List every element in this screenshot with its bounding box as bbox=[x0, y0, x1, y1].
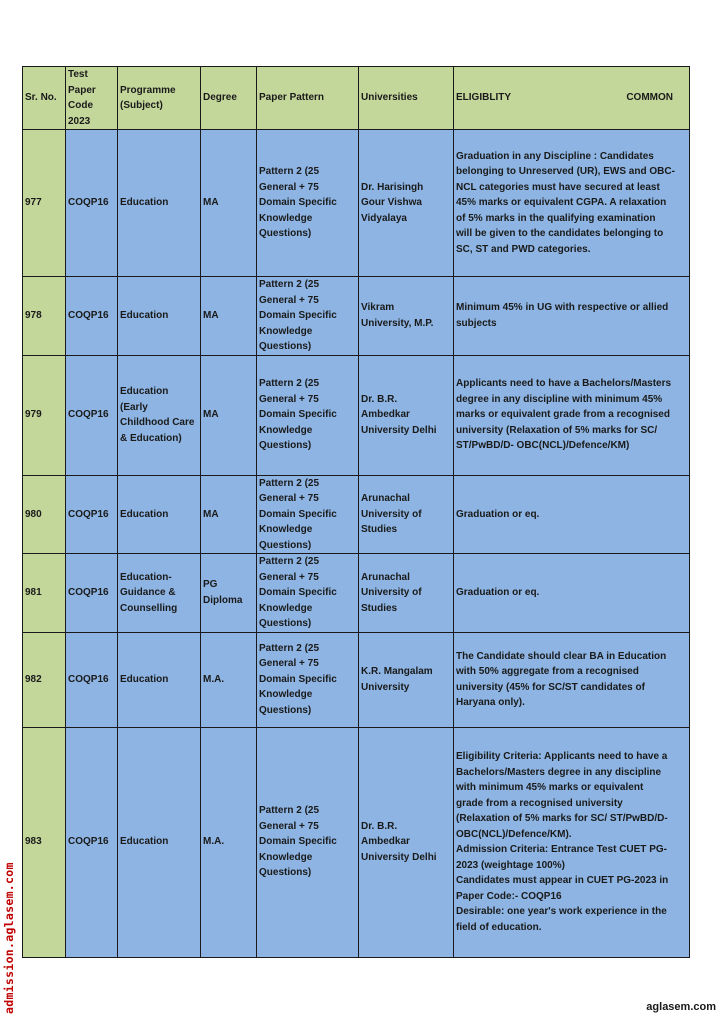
table-row bbox=[23, 554, 690, 633]
eligibility-cell: Graduation in any Discipline : Candidates belonging to Unreserved (UR), EWS and OBC- NCL categories must have secured at least 45% marks or equivalent CGPA. A relaxation of 5% marks in the qualifying examination will be given to the candidates belonging to SC, ST and PWD categories. bbox=[454, 130, 690, 277]
degree-cell: MA bbox=[201, 475, 257, 554]
sr-no-cell: 980 bbox=[23, 475, 66, 554]
table-row bbox=[23, 130, 690, 277]
paper-code-cell: COQP16 bbox=[66, 355, 118, 475]
header-eligibility bbox=[454, 67, 690, 130]
eligibility-cell: Graduation or eq. bbox=[454, 554, 690, 633]
programme-cell: Education bbox=[118, 727, 201, 957]
eligibility-cell: Eligibility Criteria: Applicants need to have a Bachelors/Masters degree in any discipline with minimum 45% marks or equivalent grade from a recognised university (Relaxation of 5% marks for SC/ ST/PwBD/D- OBC(NCL)/Defence/KM). Admission Criteria: Entrance Test CUET PG- 2023 (weightage 100%) Candidates must appear in CUET PG-2023 in Paper Code:- COQP16 Desirable: one year's work experience in the field of education. bbox=[454, 727, 690, 957]
university-cell: Dr. Harisingh Gour Vishwa Vidyalaya bbox=[359, 130, 454, 277]
paper-code-cell: COQP16 bbox=[66, 130, 118, 277]
table-row bbox=[23, 632, 690, 727]
sr-no-cell: 979 bbox=[23, 355, 66, 475]
header-universities: Universities bbox=[359, 67, 454, 130]
paper-pattern-cell: Pattern 2 (25 General + 75 Domain Specific Knowledge Questions) bbox=[257, 475, 359, 554]
university-cell: Arunachal University of Studies bbox=[359, 554, 454, 633]
university-cell: K.R. Mangalam University bbox=[359, 632, 454, 727]
university-cell: Arunachal University of Studies bbox=[359, 475, 454, 554]
degree-cell: M.A. bbox=[201, 632, 257, 727]
header-paper-code: Test Paper Code 2023 bbox=[66, 67, 118, 130]
paper-pattern-cell: Pattern 2 (25 General + 75 Domain Specific Knowledge Questions) bbox=[257, 727, 359, 957]
eligibility-cell: Minimum 45% in UG with respective or allied subjects bbox=[454, 277, 690, 356]
table-row bbox=[23, 475, 690, 554]
header-row bbox=[23, 67, 690, 130]
eligibility-label: ELIGIBLITY bbox=[456, 92, 511, 104]
sr-no-cell: 978 bbox=[23, 277, 66, 356]
side-watermark: admission.aglasem.com bbox=[2, 862, 16, 1014]
programme-cell: Education bbox=[118, 475, 201, 554]
eligibility-cell: Graduation or eq. bbox=[454, 475, 690, 554]
header-degree: Degree bbox=[201, 67, 257, 130]
paper-pattern-cell: Pattern 2 (25 General + 75 Domain Specific Knowledge Questions) bbox=[257, 355, 359, 475]
common-label: COMMON bbox=[626, 92, 673, 104]
paper-pattern-cell: Pattern 2 (25 General + 75 Domain Specific Knowledge Questions) bbox=[257, 130, 359, 277]
eligibility-cell: The Candidate should clear BA in Education with 50% aggregate from a recognised university (45% for SC/ST candidates of Haryana only). bbox=[454, 632, 690, 727]
degree-cell: M.A. bbox=[201, 727, 257, 957]
table-row bbox=[23, 355, 690, 475]
paper-code-cell: COQP16 bbox=[66, 554, 118, 633]
university-cell: Vikram University, M.P. bbox=[359, 277, 454, 356]
sr-no-cell: 981 bbox=[23, 554, 66, 633]
degree-cell: PG Diploma bbox=[201, 554, 257, 633]
table-row bbox=[23, 277, 690, 356]
programme-cell: Education bbox=[118, 632, 201, 727]
eligibility-cell: Applicants need to have a Bachelors/Masters degree in any discipline with minimum 45% marks or equivalent grade from a recognised university (Relaxation of 5% marks for SC/ ST/PwBD/D- OBC(NCL)/Defence/KM) bbox=[454, 355, 690, 475]
paper-pattern-cell: Pattern 2 (25 General + 75 Domain Specific Knowledge Questions) bbox=[257, 632, 359, 727]
sr-no-cell: 982 bbox=[23, 632, 66, 727]
paper-code-cell: COQP16 bbox=[66, 277, 118, 356]
header-paper-pattern: Paper Pattern bbox=[257, 67, 359, 130]
degree-cell: MA bbox=[201, 277, 257, 356]
sr-no-cell: 977 bbox=[23, 130, 66, 277]
paper-code-cell: COQP16 bbox=[66, 475, 118, 554]
header-programme: Programme (Subject) bbox=[118, 67, 201, 130]
university-cell: Dr. B.R. Ambedkar University Delhi bbox=[359, 355, 454, 475]
programme-cell: Education bbox=[118, 130, 201, 277]
footer-site-name: aglasem.com bbox=[646, 1001, 716, 1013]
programme-cell: Education (Early Childhood Care & Education) bbox=[118, 355, 201, 475]
table-row bbox=[23, 727, 690, 957]
degree-cell: MA bbox=[201, 130, 257, 277]
programme-cell: Education bbox=[118, 277, 201, 356]
paper-code-cell: COQP16 bbox=[66, 632, 118, 727]
header-sr-no: Sr. No. bbox=[23, 67, 66, 130]
degree-cell: MA bbox=[201, 355, 257, 475]
university-cell: Dr. B.R. Ambedkar University Delhi bbox=[359, 727, 454, 957]
programme-cell: Education- Guidance & Counselling bbox=[118, 554, 201, 633]
paper-pattern-cell: Pattern 2 (25 General + 75 Domain Specific Knowledge Questions) bbox=[257, 277, 359, 356]
eligibility-table bbox=[22, 66, 690, 958]
paper-pattern-cell: Pattern 2 (25 General + 75 Domain Specific Knowledge Questions) bbox=[257, 554, 359, 633]
paper-code-cell: COQP16 bbox=[66, 727, 118, 957]
sr-no-cell: 983 bbox=[23, 727, 66, 957]
